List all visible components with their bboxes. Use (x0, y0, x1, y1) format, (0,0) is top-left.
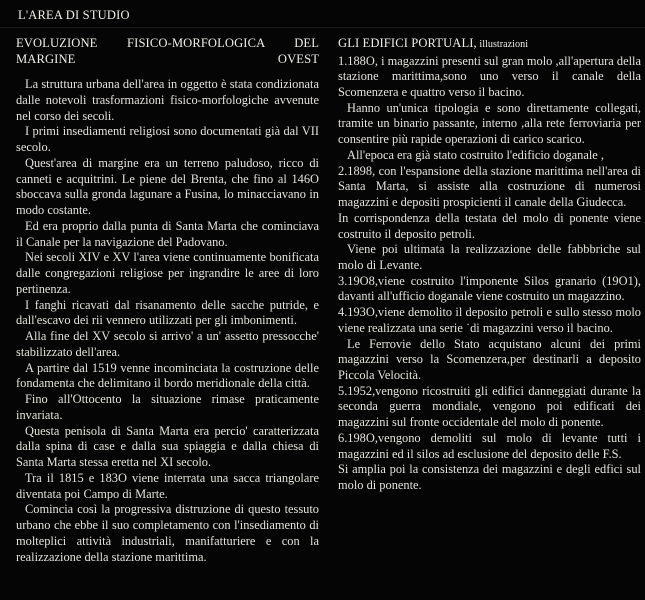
paragraph: Hanno un'unica tipologia e sono direttamente collegati, tramite un binario passante, interno ,alla rete ferroviaria per consentire più rapide operazioni di carico scarico. (338, 100, 641, 147)
paragraph: 2.1898, con l'espansione della stazione marittima nell'area di Santa Marta, si assiste alla costruzione di numerosi magazzini e depositi prospicienti il canale della Giudecca. (338, 163, 641, 210)
paragraph: 4.193O,viene demolito il deposito petroli e sullo stesso molo viene realizzata una serie ˙di magazzini verso il bacino. (338, 305, 641, 335)
right-column-heading-main: GLI EDIFICI PORTUALI, (338, 36, 477, 50)
paragraph: Viene poi ultimata la realizzazione delle fabbbriche sul molo di Levante. (338, 242, 641, 272)
paragraph: Si amplia poi la consistenza dei magazzini e degli edfici sul molo di ponente. (338, 462, 641, 492)
paragraph: Tra il 1815 e 183O viene interrata una sacca triangolare diventata poi Campo di Marte. (16, 470, 319, 501)
paragraph: Quest'area di margine era un terreno paludoso, ricco di canneti e acquitrini. Le piene del Brenta, che fino al 146O sboccava sulla gronda lagunare a Fusina, lo minacciavano in modo costante. (16, 155, 319, 218)
paragraph: I primi insediamenti religiosi sono documentati già dal VII secolo. (16, 124, 319, 155)
paragraph: 5.1952,vengono ricostruiti gli edifici danneggiati durante la seconda guerra mondiale, vengono poi edificati dei magazzini sul fronte occidentale del molo di ponente. (338, 383, 641, 430)
paragraph: A partire dal 1519 venne incominciata la costruzione delle fondamenta che delimitano il bordo meridionale della città. (16, 360, 319, 391)
paragraph: 1.188O, i magazzini presenti sul gran molo ,all'apertura della stazione marittima,sono uno verso il canale della Scomenzera e quattro verso il bacino. (338, 53, 641, 100)
paragraph: Nei secoli XIV e XV l'area viene continuamente bonificata dalle congregazioni religiose per ingrandire le aree di loro pertinenza. (16, 250, 319, 296)
paragraph: In corrispondenza della testata del molo di ponente viene costruito il deposito petroli. (338, 210, 641, 241)
left-column-heading: EVOLUZIONE FISICO-MORFOLOGICA DEL MARGINE OVEST (16, 36, 319, 66)
paragraph: All'epoca era già stato costruito l'edificio doganale , (347, 147, 605, 162)
paragraph: Le Ferrovie dello Stato acquistano alcuni dei primi magazzini verso la Scomenzera,per destinarli a deposito Piccola Velocità. (338, 336, 641, 382)
paragraph: I fanghi ricavati dal risanamento delle sacche putride, e dall'escavo dei rii vennero utilizzati per gli imbonimenti. (16, 297, 319, 328)
title-divider (0, 27, 645, 28)
right-column-heading-minor: illustrazioni (476, 39, 529, 50)
right-column (338, 36, 641, 494)
paragraph: La struttura urbana dell'area in oggetto è stata condizionata dalle notevoli trasformazioni fisico-morfologiche avvenute nel corso dei secoli. (16, 77, 319, 123)
paragraph: Fino all'Ottocento la situazione rimase praticamente invariata. (16, 392, 319, 422)
paragraph: Comincia così la progressiva distruzione di questo tessuto urbano che ebbe il suo completamento con l'insediamento di molteplici attività industriali, manifatturiere e con la realizzazione della stazione marittima. (16, 502, 319, 564)
paragraph: Questa penisola di Santa Marta era percio' caratterizzata dalla spina di case e dalla sua spiaggia e dalla chiesa di Santa Marta stessa eretta nel XI secolo. (16, 423, 319, 470)
paragraph: Ed era proprio dalla punta di Santa Marta che cominciava il Canale per la navigazione del Padovano. (16, 218, 319, 249)
right-column-heading (338, 36, 641, 53)
two-column-body (0, 36, 645, 600)
left-column (16, 36, 319, 565)
paragraph: 3.19O8,viene costruito l'imponente Silos granario (19O1), davanti all'ufficio doganale viene costruito un magazzino. (338, 273, 641, 304)
paragraph: 6.198O,vengono demoliti sul molo di levante tutti i magazzini ed il silos ad esclusione del deposito delle F.S. (338, 430, 641, 461)
page-title: L'AREA DI STUDIO (18, 8, 130, 22)
paragraph: Alla fine del XV secolo si arrivo' a un' assetto pressocche' stabilizzato dell'area. (16, 329, 319, 359)
